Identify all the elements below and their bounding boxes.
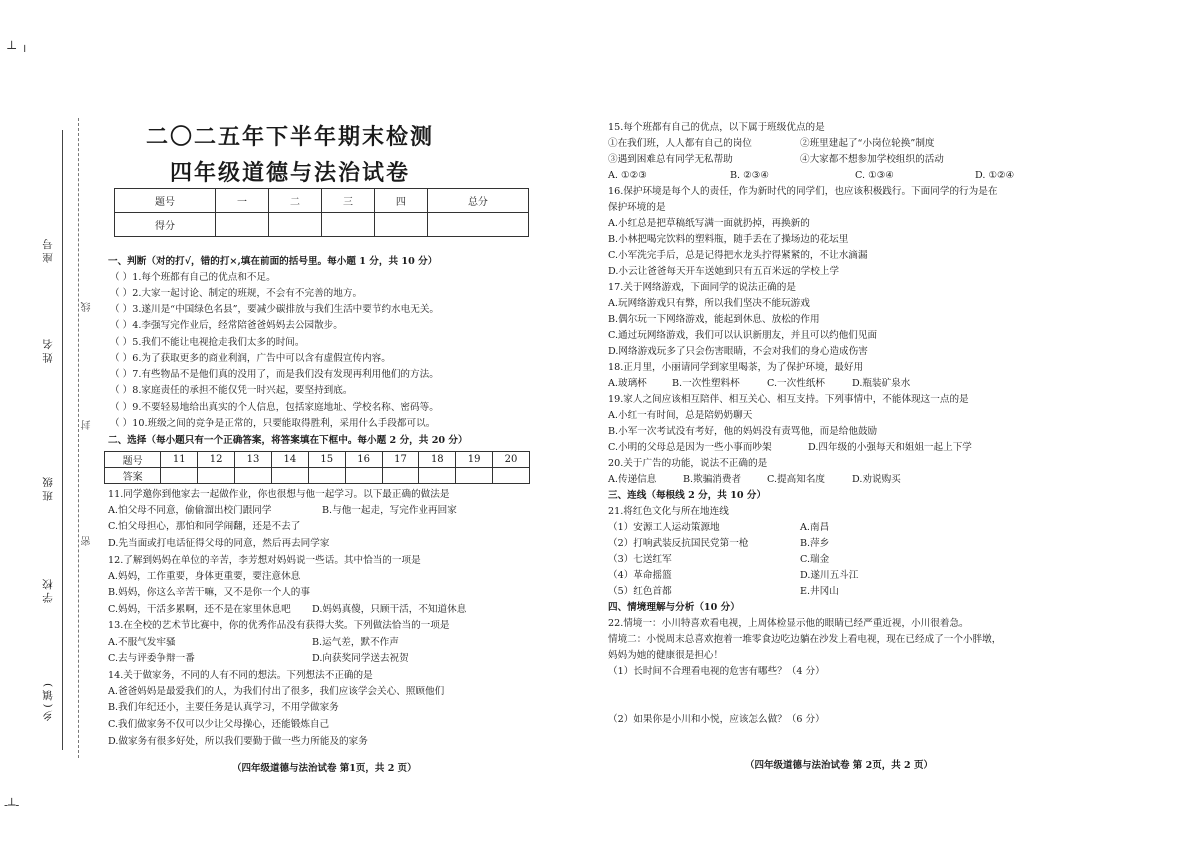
q13-option-b: B.运气差，默不作声 xyxy=(312,637,399,648)
q16-option-b: B.小林把喝完饮料的塑料瓶，随手丢在了操场边的花坛里 xyxy=(608,234,849,245)
binding-solid-line xyxy=(62,130,63,750)
q12-stem: 12.了解到妈妈在单位的辛苦，李芳想对妈妈说一些话。其中恰当的一项是 xyxy=(108,555,421,566)
q12-option-b: B.妈妈，你这么辛苦干嘛，又不是你一个人的事 xyxy=(108,587,310,598)
q15-statement-2: ②班里建起了“小岗位轮换”制度 xyxy=(800,138,935,149)
cut-mark-line: 线 xyxy=(82,302,93,312)
q19-option-b: B.小军一次考试没有考好，他的妈妈没有责骂他，而是给他鼓励 xyxy=(608,426,878,437)
q17-option-c: C.通过玩网络游戏，我们可以认识新朋友，并且可以约他们见面 xyxy=(608,330,878,341)
q18-option-c: C.一次性纸杯 xyxy=(767,378,826,389)
q15-option-d: D. ①②④ xyxy=(975,170,1015,181)
q20-option-d: D.劝说购买 xyxy=(852,474,901,485)
q14-stem: 14.关于做家务，不同的人有不同的想法。下列想法不正确的是 xyxy=(108,670,373,681)
name-label: 姓名 xyxy=(42,336,54,363)
answer-cell[interactable] xyxy=(308,468,345,484)
q14-option-b: B.我们年纪还小，主要任务是认真学习，不用学做家务 xyxy=(108,702,339,713)
judge-item: （ ）8.家庭责任的承担不能仅凭一时兴起，要坚持到底。 xyxy=(110,385,353,396)
q11-option-b: B.与他一起走，写完作业再回家 xyxy=(322,505,457,516)
q22-answer-area-2[interactable] xyxy=(608,730,1088,754)
school-label: 学校 xyxy=(42,576,54,603)
q16-option-a: A.小红总是把草稿纸写满一面就扔掉，再换新的 xyxy=(608,218,810,229)
score-head: 一 xyxy=(216,189,269,213)
cut-mark-seal: 封 xyxy=(82,420,93,430)
q20-option-b: B.欺骗消费者 xyxy=(683,474,742,485)
score-cell[interactable] xyxy=(427,213,528,237)
q11-option-d: D.先当面或打电话征得父母的同意，然后再去同学家 xyxy=(108,538,330,549)
footer-page2: （四年级道德与法治试卷 第 2页，共 2 页） xyxy=(745,760,933,771)
judge-item: （ ）7.有些物品不是他们真的没用了，而是我们没有发现再利用他们的方法。 xyxy=(110,369,439,380)
q22-scenario-1: 22.情境一：小川特喜欢看电视，上周体检显示他的眼睛已经严重近视，小川很着急。 xyxy=(608,618,969,629)
score-head: 三 xyxy=(321,189,374,213)
q16-stem-cont: 保护环境的是 xyxy=(608,202,666,213)
answer-cell[interactable] xyxy=(198,468,235,484)
q19-stem: 19.家人之间应该相互陪伴、相互关心、相互支持。下列事情中，不能体现这一点的是 xyxy=(608,394,969,405)
part4-heading: 四、情境理解与分析（10 分） xyxy=(608,602,740,613)
score-head: 二 xyxy=(269,189,322,213)
answer-head: 13 xyxy=(235,452,272,468)
q18-option-d: D.瓶装矿泉水 xyxy=(852,378,911,389)
q14-option-c: C.我们做家务不仅可以少让父母操心，还能锻炼自己 xyxy=(108,719,330,730)
class-label: 班级 xyxy=(42,474,54,501)
q15-statement-3: ③遇到困难总有同学无私帮助 xyxy=(608,154,733,165)
score-head: 四 xyxy=(374,189,427,213)
seat-label: 座号 xyxy=(42,236,54,263)
q21-title: 21.将红色文化与所在地连线 xyxy=(608,506,729,517)
q22-sub-question-2: （2）如果你是小川和小悦，应该怎么做？（6 分） xyxy=(608,714,825,725)
judge-item: （ ）6.为了获取更多的商业利润，广告中可以含有虚假宣传内容。 xyxy=(110,353,391,364)
q21-left-item[interactable]: （2）打响武装反抗国民党第一枪 xyxy=(608,538,749,549)
q21-left-item[interactable]: （1）安源工人运动策源地 xyxy=(608,522,720,533)
q17-option-b: B.偶尔玩一下网络游戏，能起到休息、放松的作用 xyxy=(608,314,820,325)
judge-item: （ ）4.李强写完作业后，经常陪爸爸妈妈去公园散步。 xyxy=(110,320,343,331)
q15-option-a: A. ①②③ xyxy=(608,170,647,181)
q21-right-item[interactable]: E.井冈山 xyxy=(800,586,839,597)
q19-option-c: C.小明的父母总是因为一些小事而吵架 xyxy=(608,442,772,453)
answer-cell[interactable] xyxy=(345,468,382,484)
q13-option-a: A.不服气发牢骚 xyxy=(108,637,176,648)
judge-item: （ ）5.我们不能让电视抢走我们太多的时间。 xyxy=(110,337,305,348)
answer-head: 18 xyxy=(419,452,456,468)
q11-option-c: C.怕父母担心，那怕和同学闹翻，还是不去了 xyxy=(108,521,301,532)
answer-cell[interactable] xyxy=(271,468,308,484)
judge-item: （ ）1.每个班都有自己的优点和不足。 xyxy=(110,272,276,283)
q15-option-c: C. ①③④ xyxy=(855,170,894,181)
exam-title-line1: 二〇二五年下半年期末检测 xyxy=(145,124,434,150)
q17-option-a: A.玩网络游戏只有弊，所以我们坚决不能玩游戏 xyxy=(608,298,810,309)
q12-option-c: C.妈妈，干活多累啊，还不是在家里休息吧 xyxy=(108,604,291,615)
q21-right-item[interactable]: B.萍乡 xyxy=(800,538,830,549)
judge-item: （ ）2.大家一起讨论、制定的班规，不会有不完善的地方。 xyxy=(110,288,363,299)
q19-option-a: A.小红一有时间，总是陪奶奶聊天 xyxy=(608,410,753,421)
q16-stem: 16.保护环境是每个人的责任，作为新时代的同学们，也应该积极践行。下面同学的行为是在 xyxy=(608,186,998,197)
answer-head: 16 xyxy=(345,452,382,468)
binding-dashed-line xyxy=(78,118,79,758)
answer-cell[interactable] xyxy=(235,468,272,484)
score-cell[interactable] xyxy=(374,213,427,237)
q22-answer-area-1[interactable] xyxy=(608,682,1088,712)
answer-cell[interactable] xyxy=(456,468,493,484)
q18-option-b: B.一次性塑料杯 xyxy=(672,378,740,389)
q22-scenario-2-cont: 妈妈为她的健康很是担心！ xyxy=(608,650,724,661)
q20-stem: 20.关于广告的功能，说法不正确的是 xyxy=(608,458,768,469)
q15-option-b: B. ②③④ xyxy=(730,170,769,181)
score-cell[interactable] xyxy=(216,213,269,237)
answer-cell[interactable] xyxy=(161,468,198,484)
q11-option-a: A.怕父母不同意，偷偷溜出校门跟同学 xyxy=(108,505,272,516)
answer-head: 14 xyxy=(271,452,308,468)
q12-option-d: D.妈妈真傻，只顾干活，不知道休息 xyxy=(312,604,467,615)
answer-head: 17 xyxy=(382,452,419,468)
judge-item: （ ）3.遂川是“中国绿色名县”，要减少碳排放与我们生活中要节约水电无关。 xyxy=(110,304,440,315)
q15-statement-4: ④大家都不想参加学校组织的活动 xyxy=(800,154,944,165)
part1-heading: 一、判断（对的打√，错的打×,填在前面的括号里。每小题 1 分，共 10 分） xyxy=(108,256,438,267)
q16-option-d: D.小云让爸爸每天开车送她到只有五百米远的学校上学 xyxy=(608,266,840,277)
answer-label: 答案 xyxy=(105,468,161,484)
q13-stem: 13.在全校的艺术节比赛中，你的优秀作品没有获得大奖。下列做法恰当的一项是 xyxy=(108,620,450,631)
score-head: 总分 xyxy=(427,189,528,213)
corner-mark-bottom: -┴- xyxy=(4,798,20,812)
answer-head: 11 xyxy=(161,452,198,468)
q22-scenario-2: 情境二：小悦周末总喜欢抱着一堆零食边吃边躺在沙发上看电视，现在已经成了一个小胖墩， xyxy=(608,634,1002,645)
q21-right-item[interactable]: A.南昌 xyxy=(800,522,830,533)
q18-stem: 18.正月里，小丽请同学到家里喝茶，为了保护环境，最好用 xyxy=(608,362,864,373)
footer-page1: （四年级道德与法治试卷 第1页，共 2 页） xyxy=(232,763,417,774)
q14-option-d: D.做家务有很多好处，所以我们要勤于做一些力所能及的家务 xyxy=(108,736,368,747)
answer-table xyxy=(104,451,530,484)
q21-left-item[interactable]: （4）革命摇篮 xyxy=(608,570,672,581)
answer-head: 15 xyxy=(308,452,345,468)
answer-cell[interactable] xyxy=(419,468,456,484)
q16-option-c: C.小军洗完手后，总是记得把水龙头拧得紧紧的，不让水滴漏 xyxy=(608,250,868,261)
q21-left-item[interactable]: （5）红色首都 xyxy=(608,586,672,597)
q13-option-d: D.向获奖同学送去祝贺 xyxy=(312,653,409,664)
q20-option-c: C.提高知名度 xyxy=(767,474,826,485)
answer-cell[interactable] xyxy=(493,468,530,484)
q22-sub-question-1: （1）长时间不合理看电视的危害有哪些？（4 分） xyxy=(608,666,825,677)
score-table xyxy=(114,188,529,237)
answer-head: 20 xyxy=(493,452,530,468)
score-head: 题号 xyxy=(115,189,216,213)
q15-stem: 15.每个班都有自己的优点，以下属于班级优点的是 xyxy=(608,122,825,133)
answer-head: 19 xyxy=(456,452,493,468)
q12-option-a: A.妈妈，工作重要，身体更重要，要注意休息 xyxy=(108,571,301,582)
score-cell[interactable] xyxy=(321,213,374,237)
q18-option-a: A.玻璃杯 xyxy=(608,378,647,389)
part3-heading: 三、连线（每根线 2 分，共 10 分） xyxy=(608,490,767,501)
q21-right-item[interactable]: D.遂川五斗江 xyxy=(800,570,859,581)
score-label: 得分 xyxy=(115,213,216,237)
exam-title-line2: 四年级道德与法治试卷 xyxy=(169,160,410,186)
part2-heading: 二、选择（每小题只有一个正确答案，将答案填在下框中。每小题 2 分，共 20 分） xyxy=(108,435,468,446)
answer-head: 12 xyxy=(198,452,235,468)
town-label: 乡(镇) xyxy=(42,680,54,722)
q21-left-item[interactable]: （3）七送红军 xyxy=(608,554,672,565)
q17-option-d: D.网络游戏玩多了只会伤害眼睛，不会对我们的身心造成伤害 xyxy=(608,346,868,357)
q15-statement-1: ①在我们班，人人都有自己的岗位 xyxy=(608,138,752,149)
q17-stem: 17.关于网络游戏，下面同学的说法正确的是 xyxy=(608,282,796,293)
q14-option-a: A.爸爸妈妈是最爱我们的人，为我们付出了很多，我们应该学会关心、照顾他们 xyxy=(108,686,445,697)
cut-mark-secret: 密 xyxy=(82,536,93,546)
corner-mark-top: ⊥ ╷ xyxy=(6,38,29,52)
q20-option-a: A.传递信息 xyxy=(608,474,657,485)
answer-head: 题号 xyxy=(105,452,161,468)
answer-cell[interactable] xyxy=(382,468,419,484)
judge-item: （ ）10.班级之间的竞争是正常的，只要能取得胜利，采用什么手段都可以。 xyxy=(110,418,436,429)
q19-option-d: D.四年级的小强每天和姐姐一起上下学 xyxy=(808,442,972,453)
judge-item: （ ）9.不要轻易地给出真实的个人信息，包括家庭地址、学校名称、密码等。 xyxy=(110,402,439,413)
q13-option-c: C.去与评委争辩一番 xyxy=(108,653,195,664)
q21-right-item[interactable]: C.瑞金 xyxy=(800,554,830,565)
q11-stem: 11.同学邀你到他家去一起做作业，你也很想与他一起学习。以下最正确的做法是 xyxy=(108,489,450,500)
score-cell[interactable] xyxy=(269,213,322,237)
